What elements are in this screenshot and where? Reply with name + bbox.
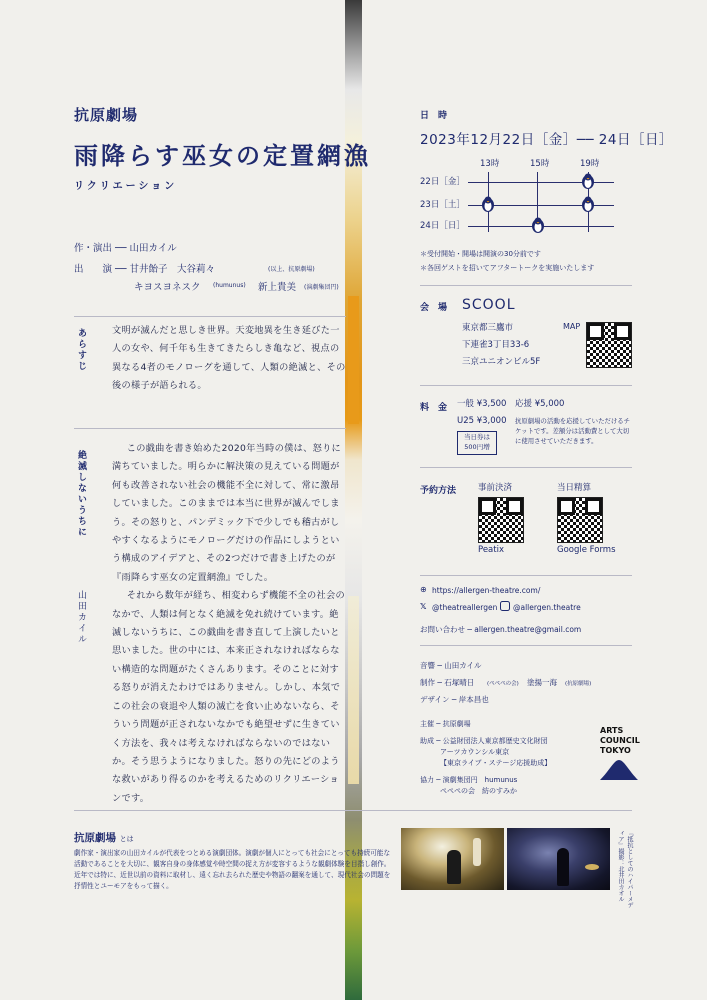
sponsor-coop-1: 協力 ─ 演劇集団円 humunus <box>420 776 518 784</box>
price-general: 一般 ¥3,500 <box>457 399 507 409</box>
cast-note-3: (演劇集団円) <box>304 284 339 291</box>
google-forms-qr-code[interactable] <box>557 497 603 543</box>
venue-name: SCOOL <box>462 297 516 313</box>
arts-council-tokyo-logo <box>600 726 640 780</box>
map-label: MAP <box>563 322 581 331</box>
mountain-icon <box>600 758 638 780</box>
about-company: 抗原劇場 <box>74 832 116 844</box>
divider-mid-left <box>74 428 346 429</box>
reserve-advance-sub: Peatix <box>478 545 504 555</box>
orange-accent-bar-lower <box>348 596 359 784</box>
date-range: 2023年12月22日［金］── 24日［日］ <box>420 132 673 148</box>
essay-author: 山田カイル <box>76 590 86 645</box>
synopsis-text: 文明が滅んだと思しき世界。天変地異を生き延びた一人の女や、何千年も生きてきたらしき亀など、視点の異なる4者のモノローグを通して、人類の絶滅と、その後の様子が語られる。 <box>112 325 346 392</box>
instagram-icon <box>500 601 510 611</box>
about-suffix: とは <box>119 835 134 843</box>
reserve-advance-label: 事前決済 <box>478 483 513 493</box>
staff-production-2: 塗揚一海 <box>527 678 557 687</box>
venue-label: 会 場 <box>420 303 448 313</box>
synopsis-heading: あらすじ <box>76 328 86 372</box>
date-note-1: ＊受付開始・開場は開演の30分前です <box>420 250 541 258</box>
x-handle-link[interactable]: @theatreallergen <box>432 603 498 612</box>
reserve-label: 予約方法 <box>420 486 457 496</box>
production-photo-2 <box>507 828 610 890</box>
time-header-19: 19時 <box>580 159 600 169</box>
map-qr-code[interactable] <box>586 322 632 368</box>
website-link[interactable]: https://allergen-theatre.com/ <box>432 586 541 595</box>
venue-address-2: 下連雀3丁目33-6 <box>462 340 530 350</box>
production-photo-1 <box>401 828 504 890</box>
sponsor-grant-1: 助成 ─ 公益財団法人東京都歴史文化財団 <box>420 737 548 745</box>
reserve-door-sub: Google Forms <box>557 545 616 555</box>
time-header-13: 13時 <box>480 159 500 169</box>
play-subtitle: リクリエーション <box>74 181 178 192</box>
director-credit: 作・演出 ── 山田カイル <box>74 243 177 254</box>
penguin-icon <box>581 173 595 190</box>
price-label: 料 金 <box>420 403 448 413</box>
staff-sound: 音響 ─ 山田カイル <box>420 661 482 670</box>
peatix-qr-code[interactable] <box>478 497 524 543</box>
staff-design: デザイン ─ 岸本昌也 <box>420 695 489 704</box>
cast-note-1: (以上、抗原劇場) <box>268 266 315 273</box>
staff-production-2-note: (抗原劇場) <box>565 681 592 687</box>
essay-paragraph-2: それから数年が経ち、相変わらず機能不全の社会のなかで、人類は何となく絶滅を免れ続けています。絶滅しないうちに、この戯曲を書き直して上演したいと思いました。世の中には、本来正されなければならない構造的な問題がたくさんあります。そのことに対する怒りが消えたわけではありません。しかし、本気でこの社会の衰退や人類の滅亡を食い止めないなら、そういう問題が正されないなかでも絶望せずに生きていく方法を、我々は考えなければならないのではないか。そう思うようになりました。怒りの先にどのような救いがあり得るのかを考えるためのリクリエーションです。 <box>112 590 345 804</box>
staff-production: 制作 ─ 石塚晴日 <box>420 678 475 687</box>
divider-top-left <box>74 316 346 317</box>
penguin-icon <box>581 196 595 213</box>
price-support: 応援 ¥5,000 <box>515 399 565 409</box>
arts-logo-line-1: ARTS <box>600 726 624 735</box>
essay-paragraph-1: この戯曲を書き始めた2020年当時の僕は、怒りに満ちていました。明らかに解決策の見えている問題が何も改善されない社会の機能不全に対して、常に激昂していました。このままでは本当に世界が滅んでしまう。その怒りと、パンデミック下で少しでも稽古がしやすくなるようにモノローグだけの作品にしようという構成のアイデアと、その2つだけで書き上げたのが『雨降らす巫女の定置網漁』でした。 <box>112 443 342 583</box>
sponsor-grant-3: 【東京ライブ・ステージ応援助成】 <box>440 759 552 767</box>
photo-caption: 『抵抗としてのハイパーメディア』撮影：北井田カオル <box>617 830 633 908</box>
arts-logo-line-2: COUNCIL <box>600 736 640 745</box>
venue-address-1: 東京都三鷹市 <box>462 323 514 333</box>
day-24: 24日［日］ <box>420 221 465 231</box>
about-text: 劇作家・演出家の山田カイルが代表をつとめる演劇団体。演劇が個人にとっても社会にとっても持続可能な活動であることを大切に、観客自身の身体感覚や時空間の捉え方が変容するような観劇体験を目指し創作。近年では特に、近世以前の資料に取材し、遠く忘れ去られた歴史や物語の翻案を通して、現代社会の問題を抒情性とユーモアをもって描く。 <box>74 849 391 890</box>
divider-r5 <box>420 645 632 646</box>
price-u25: U25 ¥3,000 <box>457 416 507 426</box>
cast-line-2: キヨスヨネスク <box>134 282 201 293</box>
reserve-door-label: 当日精算 <box>557 483 592 493</box>
price-support-note: 抗原劇場の活動を応援していただけるチケットです。差額分は活動費として大切に使用させていただきます。 <box>515 417 631 445</box>
divider-r1 <box>420 285 632 286</box>
sponsor-host: 主催 ─ 抗原劇場 <box>420 720 471 728</box>
globe-icon: ⊕ <box>420 585 427 594</box>
divider-r3 <box>420 467 632 468</box>
door-price-line-1: 当日券は <box>464 433 490 441</box>
door-price-box <box>457 431 497 455</box>
company-name: 抗原劇場 <box>74 106 139 124</box>
day-22: 22日［金］ <box>420 177 465 187</box>
essay-body <box>112 440 348 808</box>
essay-heading: 絶滅しないうちに <box>76 450 86 538</box>
day-23: 23日［土］ <box>420 200 465 210</box>
sponsor-coop-2: ぺぺぺの会 紡のすみか <box>440 787 517 795</box>
penguin-icon <box>481 196 495 213</box>
cast-line-2b: 新上貴美 <box>258 282 297 293</box>
play-title: 雨降らす巫女の定置網漁 <box>74 142 371 170</box>
sponsor-grant-2: アーツカウンシル東京 <box>440 748 510 756</box>
venue-address-3: 三京ユニオンビル5F <box>462 357 541 367</box>
cast-credit: 出 演 ── 甘井飴子 大谷莉々 <box>74 264 215 275</box>
date-label: 日 時 <box>420 111 448 121</box>
orange-accent-bar <box>348 296 359 424</box>
arts-logo-line-3: TOKYO <box>600 746 631 755</box>
date-note-2: ＊各回ゲストを招いてアフタートークを実施いたします <box>420 264 595 272</box>
door-price-line-2: 500円増 <box>464 443 490 451</box>
cast-note-2: (humunus) <box>213 282 246 289</box>
divider-r2 <box>420 385 632 386</box>
staff-production-note: (ぺぺぺの会) <box>487 681 519 687</box>
time-header-15: 15時 <box>530 159 550 169</box>
divider-bottom <box>74 810 632 811</box>
contact-email[interactable]: お問い合わせ ─ allergen.theatre@gmail.com <box>420 625 582 634</box>
penguin-icon <box>531 217 545 234</box>
instagram-handle-link[interactable]: @allergen.theatre <box>513 603 581 612</box>
divider-r4 <box>420 575 632 576</box>
about-title <box>74 830 134 845</box>
x-icon: 𝕏 <box>420 602 427 611</box>
